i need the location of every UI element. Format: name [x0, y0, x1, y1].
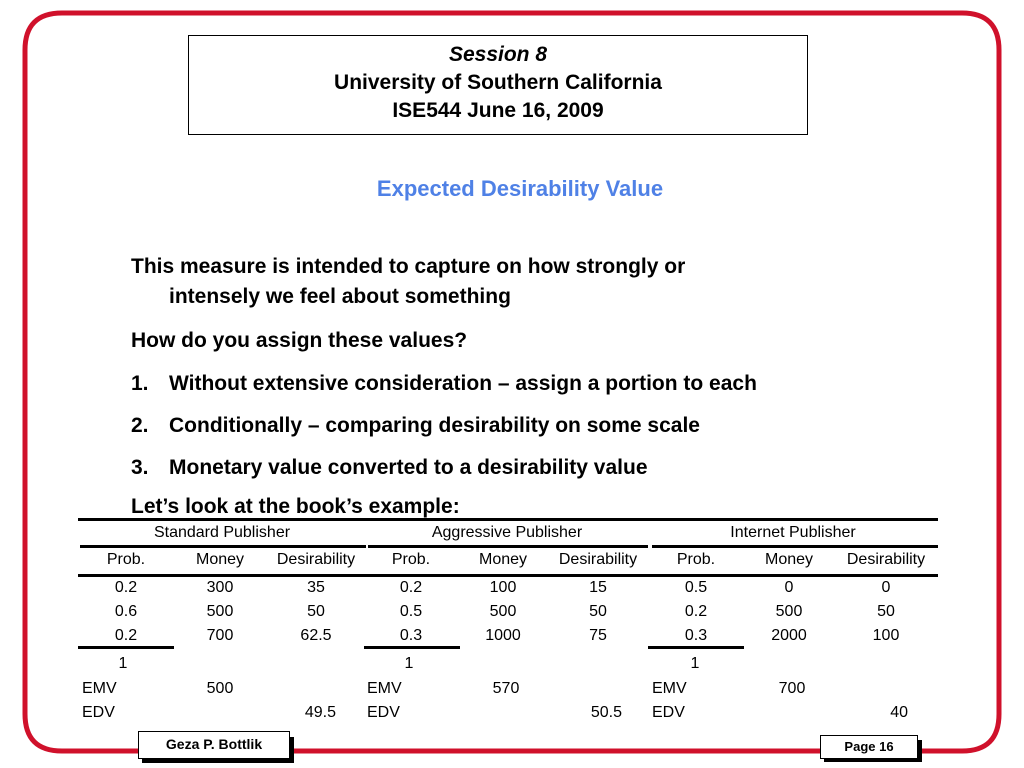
- group-rule: [80, 545, 366, 548]
- table-cell: 0.3: [399, 627, 423, 644]
- column-header: Money: [764, 551, 814, 568]
- prob-sum: 1: [690, 655, 700, 672]
- edv-label: EDV: [652, 704, 685, 721]
- table-cell: 50: [589, 603, 607, 620]
- edv-label: EDV: [367, 704, 400, 721]
- column-header: Prob.: [391, 551, 431, 568]
- list-number: 3.: [131, 456, 149, 479]
- column-header: Prob.: [106, 551, 146, 568]
- table-cell: 0.3: [684, 627, 708, 644]
- session-label: Session 8: [448, 43, 548, 66]
- table-cell: 62.5: [300, 627, 332, 644]
- table-cell: 2000: [771, 627, 807, 644]
- table-cell: 300: [206, 579, 234, 596]
- table-cell: 0.6: [114, 603, 138, 620]
- university-name: University of Southern California: [334, 71, 662, 94]
- column-header: Desirability: [558, 551, 638, 568]
- list-number: 2.: [131, 414, 149, 437]
- table-cell: 0: [881, 579, 891, 596]
- sum-rule: [364, 646, 460, 649]
- header-bottom-rule: [78, 574, 938, 577]
- lead-in-paragraph: Let’s look at the book’s example:: [131, 496, 460, 518]
- intro-line-1: This measure is intended to capture on how strongly or: [131, 255, 686, 278]
- edv-value: 50.5: [590, 704, 622, 721]
- table-cell: 0.2: [684, 603, 708, 620]
- table-cell: 75: [589, 627, 607, 644]
- edv-value: 40: [890, 704, 908, 721]
- edv-label: EDV: [82, 704, 115, 721]
- table-cell: 0.2: [114, 627, 138, 644]
- emv-label: EMV: [652, 680, 687, 697]
- table-top-rule: [78, 518, 938, 521]
- emv-value: 570: [492, 680, 520, 697]
- column-header: Money: [195, 551, 245, 568]
- list-text: Monetary value converted to a desirability value: [169, 456, 648, 479]
- prob-sum: 1: [118, 655, 128, 672]
- table-cell: 1000: [485, 627, 521, 644]
- table-cell: 50: [877, 603, 895, 620]
- table-cell: 0.5: [684, 579, 708, 596]
- column-header: Desirability: [846, 551, 926, 568]
- course-date: ISE544 June 16, 2009: [392, 99, 604, 122]
- group-header: Standard Publisher: [153, 524, 291, 541]
- table-cell: 700: [206, 627, 234, 644]
- emv-label: EMV: [367, 680, 402, 697]
- intro-paragraph: [131, 252, 931, 312]
- group-rule: [368, 545, 648, 548]
- emv-value: 500: [206, 680, 234, 697]
- table-cell: 0.2: [399, 579, 423, 596]
- list-text: Conditionally – comparing desirability on some scale: [169, 414, 700, 437]
- slide-subtitle: Expected Desirability Value: [376, 176, 664, 201]
- table-cell: 0.5: [399, 603, 423, 620]
- list-item: [131, 370, 931, 398]
- group-header: Internet Publisher: [730, 524, 856, 541]
- emv-label: EMV: [82, 680, 117, 697]
- table-cell: 0.2: [114, 579, 138, 596]
- column-header: Prob.: [676, 551, 716, 568]
- list-item: [131, 412, 931, 440]
- table-cell: 100: [489, 579, 517, 596]
- table-cell: 35: [307, 579, 325, 596]
- edv-value: 49.5: [304, 704, 336, 721]
- table-cell: 100: [872, 627, 900, 644]
- prob-sum: 1: [404, 655, 414, 672]
- title-box: [188, 35, 808, 135]
- list-number: 1.: [131, 372, 149, 395]
- table-cell: 0: [784, 579, 794, 596]
- group-header: Aggressive Publisher: [431, 524, 583, 541]
- sum-rule: [78, 646, 174, 649]
- author-box: Geza P. Bottlik: [138, 731, 290, 759]
- sum-rule: [648, 646, 744, 649]
- list-text: Without extensive consideration – assign a portion to each: [169, 372, 757, 395]
- table-cell: 500: [775, 603, 803, 620]
- body-text: [131, 252, 931, 518]
- table-cell: 15: [589, 579, 607, 596]
- column-header: Desirability: [276, 551, 356, 568]
- page-number: Page 16: [820, 735, 918, 759]
- intro-line-2: intensely we feel about something: [169, 285, 511, 308]
- list-item: [131, 454, 931, 482]
- question-paragraph: How do you assign these values?: [131, 329, 468, 352]
- group-rule: [652, 545, 938, 548]
- table-cell: 50: [307, 603, 325, 620]
- column-header: Money: [478, 551, 528, 568]
- table-cell: 500: [206, 603, 234, 620]
- table-cell: 500: [489, 603, 517, 620]
- emv-value: 700: [778, 680, 806, 697]
